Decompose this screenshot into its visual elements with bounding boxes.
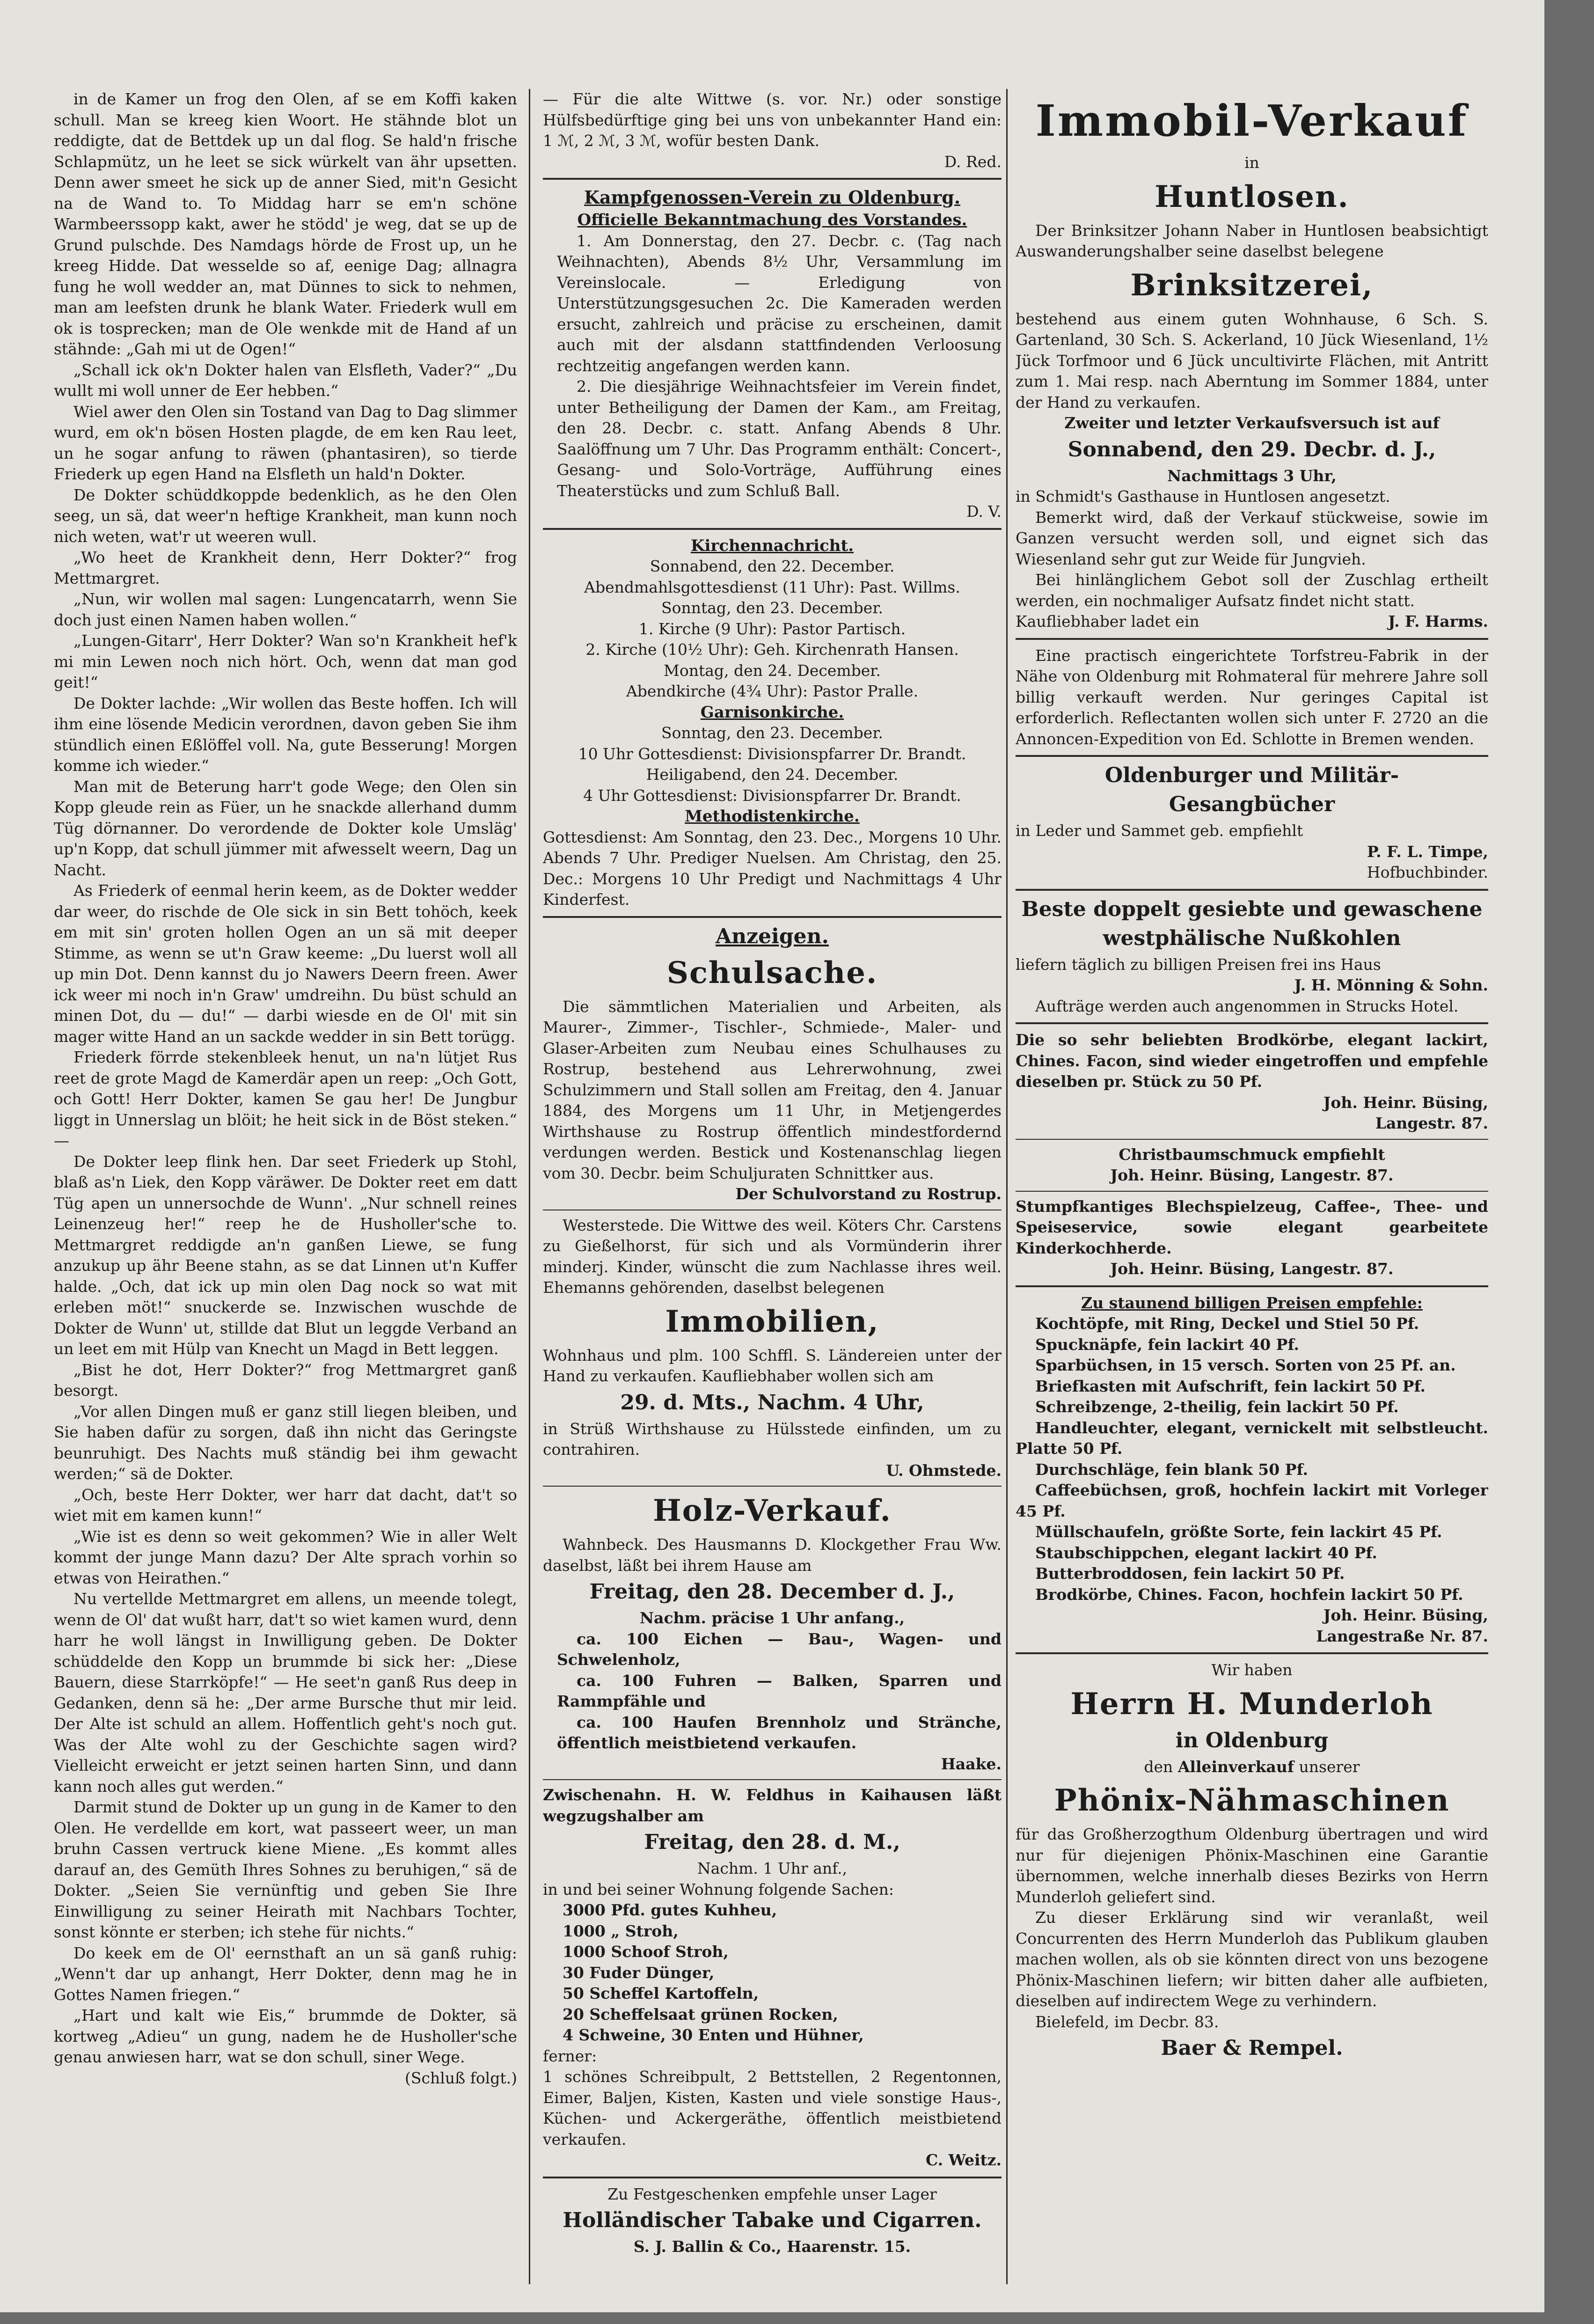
garnison-line: Sonntag, den 23. December. [661, 724, 883, 742]
zwischen-good: 4 Schweine, 30 Enten und Hühner, [563, 2026, 864, 2044]
phoenix-text: für das Großherzogthum Oldenburg übertragen und wird nur für diejenigen Phönix-Maschinen eine Garantie übernommen, welche innerhalb dieses Bezirks von Herrn Munderloh geliefert sind. [1016, 1825, 1488, 1906]
story-paragraph: Darmit stund de Dokter up un gung in de Kamer to den Olen. He verdellde em kort, wat passeert weer, un man bruhn Cassen vertruck kiene Miene. „Es kommt alles darauf an, des Gemüth Ihres Sohnes zu beruhigen,“ sä de Dokter. „Seien Sie vernünftig und geben Sie Ihre Einwilligung zu seiner Heirath mit Nachbars Tochter, sonst könnte er sterben; ich stehe für nichts.“ [54, 1798, 517, 1941]
ads-column [1016, 89, 1488, 2294]
phoenix-name: Herrn H. Munderloh [1070, 1686, 1433, 1722]
story-paragraph: De Dokter schüddkoppde bedenklich, as he den Olen seeg, un sä, dat weer'n heftige Krankheit, man kunn noch nich weten, wat'r ut weeren wull. [54, 485, 517, 546]
story-paragraph: De Dokter lachde: „Wir wollen das Beste hoffen. Ich will ihm eine lösende Medicin verordnen, davon geben Sie ihm stündlich einen Eßlöffel voll. Na, gute Besserung! Morgen komme ich wieder.“ [54, 694, 517, 775]
phoenix-signature: Baer & Rempel. [1161, 2036, 1343, 2060]
verein-item: 1. Am Donnerstag, den 27. Decbr. c. (Tag nach Weihnachten), Abends 8½ Uhr, Versammlung im Vereinslocale. — Erledigung von Unterstützungsgesuchen 2c. Die Kameraden werden ersucht, zahlreich und präcise zu erscheinen, damit auch mit der alsdann stattfindenden Verloosung rechtzeitig angefangen werden kann. [557, 231, 1002, 375]
zwischen-good: 30 Fuder Dünger, [563, 1963, 715, 1982]
divider [543, 528, 1002, 530]
brink-title: Brinksitzerei, [1130, 267, 1374, 303]
story-paragraph: in de Kamer un frog den Olen, af se em Koffi kaken schull. Man se kreeg kien Woort. He stähnde blot un reddigte, dat de Bettdek up un dal flog. Se hald'n frische Schlapmütz, un he leet se sick würkelt van ähr upsetten. Denn awer smeet he sick up de anner Sied, mit'n Gesicht na de Wand to. To Middag harr se em'n schöne Warmbeerssopp kakt, awer he stödd' je weg, dat se up de Grund pulschde. Des Namdags hörde de Frost up, un he kreeg Hidde. Dat wesselde so af, eenige Dag; allnagra fung he woll wedder an, mat Dünnes to sick to nehmen, man am leefsten drunk he blank Water. Friederk wull em ok is tosprecken; man de Ole wenkde mit de Hand af un stähnde: „Gah mi ut de Ogen!“ [54, 90, 517, 358]
garnison-line: 10 Uhr Gottesdienst: Divisionspfarrer Dr. Brandt. [578, 744, 966, 763]
schul-text: Die sämmtlichen Materialien und Arbeiten, als Maurer-, Zimmer-, Tischler-, Schmiede-, Maler- und Glaser-Arbeiten zum Neubau eines Schulhauses zu Rostrup, bestehend aus Lehrerwohnung, zwei Schulzimmern und Stall sollen am Freitag, den 4. Januar 1884, des Morgens um 11 Uhr, in Metjengerdes Wirthshause zu Rostrup öffentlich mindestfordernd verdungen werden. Bestick und Kostenanschlag liegen vom 30. Decbr. beim Schuljuraten Schnittker aus. [543, 997, 1002, 1182]
zwischen-time: Nachm. 1 Uhr anf., [697, 1859, 848, 1877]
story-paragraph: Friederk förrde stekenbleek henut, un na'n lütjet Rus reet de grote Magd de Kamerdär apen un reep: „Och Gott, och Gott! Herr Dokter, kamen Se gau her! De Jungbur liggt in Unnerslag un blöit; he heit sick in de Böst steken.“ — [54, 1048, 517, 1150]
kohlen-signature: J. H. Mönning & Sohn. [1294, 976, 1488, 994]
kirche-title: Kirchennachricht. [690, 536, 854, 555]
brink-signature: J. F. Harms. [1388, 612, 1488, 630]
immobilien-signature: U. Ohmstede. [886, 1461, 1002, 1480]
holz-title: Holz-Verkauf. [653, 1493, 892, 1528]
gesang-signature: P. F. L. Timpe, [1367, 842, 1488, 861]
stumpf-text: Stumpfkantiges Blechspielzeug, Caffee-, Thee- und Speiseservice, sowie elegant gearbeitete Kinderkochherde. [1016, 1197, 1488, 1257]
brink-place: in Schmidt's Gasthause in Huntlosen angesetzt. [1016, 487, 1390, 506]
garnison-title: Garnisonkirche. [700, 703, 844, 722]
method-text: Gottesdienst: Am Sonntag, den 23. Dec., Morgens 10 Uhr. Abends 7 Uhr. Prediger Nuelsen. Am Christag, den 25. Dec.: Morgens 10 Uhr Predigt und Nachmittags 4 Uhr Kinderfest. [543, 828, 1002, 909]
zwischen-good: 3000 Pfd. gutes Kuhheu, [563, 1901, 777, 1919]
immobil-text: Der Brinksitzer Johann Naber in Huntlosen beabsichtigt Auswanderungshalber seine daselbst belegene [1016, 221, 1488, 260]
gesang-title-2: Gesangbücher [1169, 792, 1335, 816]
brink-text: bestehend aus einem guten Wohnhause, 6 Sch. S. Gartenland, 30 Sch. S. Ackerland, 10 Jück Wiesenland, 1½ Jück Torfmoor und 6 Jück uncultivirte Flächen, mit Antritt zum 1. Mai resp. nach Aberntung im Sommer 1884, unter der Hand zu verkaufen. [1016, 309, 1488, 411]
kirche-line: Abendkirche (4¾ Uhr): Pastor Pralle. [626, 682, 919, 700]
zwischen-goods [543, 1900, 1002, 2046]
holz-time: Nachm. präcise 1 Uhr anfang., [639, 1609, 905, 1627]
verein-items [543, 231, 1002, 502]
zwischen-good: 1000 Schoof Stroh, [563, 1943, 729, 1961]
kirche-lines [543, 556, 1002, 702]
preise-item: Briefkasten mit Aufschrift, fein lackirt 50 Pf. [1035, 1377, 1426, 1395]
divider [543, 1486, 1002, 1487]
gesang-signature-2: Hofbuchbinder. [1367, 863, 1488, 881]
kirche-line: Sonntag, den 23. December. [661, 599, 883, 617]
story-paragraph: De Dokter leep flink hen. Dar seet Friederk up Stohl, blaß as'n Liek, den Kopp väräwer. De Dokter reet em datt Tüg apen un unnersochde de Wunn'. „Nur schnell reines Leinenzeug her!“ reep he de Husholler'sche to. Mettmargret reddigde an'n ganßen Liewe, se fung anzukup up ähr Beene stahn, as se dat Linnen ut'n Kuffer halde. „Och, dat ick up min olen Dag nock so wat mit erleben möt!“ snuckerde se. Inzwischen wuschde de Dokter de Wunn' ut, stillde dat Blut un leggde Verband an un leet em mit Hülp van Knecht un Magd in Bett leggen. [54, 1152, 517, 1358]
story-paragraph: „Hart und kalt wie Eis,“ brummde de Dokter, sä kortweg „Adieu“ un gung, nadem he de Husholler'sche genau anwiesen harr, wat se don schull, siner Wege. [54, 2006, 517, 2066]
divider [1016, 1285, 1488, 1287]
brink-text4: Bei hinlänglichem Gebot soll der Zuschlag ertheilt werden, ein nochmaliger Aufsatz findet nicht statt. [1016, 571, 1488, 610]
phoenix-allein-line [1016, 1757, 1488, 1778]
divider [1016, 1022, 1488, 1024]
phoenix-place: Bielefeld, im Decbr. 83. [1035, 2012, 1219, 2031]
holz-items [543, 1629, 1002, 1754]
schul-title: Schulsache. [666, 955, 878, 990]
zwischen-signature: C. Weitz. [925, 2151, 1002, 2169]
divider [543, 1779, 1002, 1780]
garnison-lines [543, 723, 1002, 806]
verein-subtitle: Officielle Bekanntmachung des Vorstandes. [577, 211, 967, 229]
garnison-line: 4 Uhr Gottesdienst: Divisionspfarrer Dr. Brandt. [583, 786, 961, 805]
kirche-line: Abendmahlsgottesdienst (11 Uhr): Past. Willms. [584, 578, 960, 596]
story-signoff: (Schluß folgt.) [405, 2068, 517, 2087]
christ-signature: Joh. Heinr. Büsing, Langestr. 87. [1110, 1166, 1394, 1184]
divider [543, 178, 1002, 180]
story-paragraph: „Och, beste Herr Dokter, wer harr dat dacht, dat't so wiet mit em kamen kunn!“ [54, 1485, 517, 1525]
divider [1016, 1652, 1488, 1654]
preise-item: Schreibzenge, 2-theilig, fein lackirt 50 Pf. [1035, 1398, 1399, 1416]
holz-item: ca. 100 Eichen — Bau-, Wagen- und Schwelenholz, [557, 1629, 1002, 1669]
anzeigen-title: Anzeigen. [716, 924, 829, 948]
preise-item: Butterbroddosen, fein lackirt 50 Pf. [1035, 1564, 1345, 1583]
story-paragraph: Wiel awer den Olen sin Tostand van Dag to Dag slimmer wurd, em ok'n bösen Hosten plagde, de em ken Rau leet, un he sogar anfung to räwen (phantasiren), so tierde Friederk up egen Hand na Elsfleth un hald'n Dokter. [54, 402, 517, 483]
kirche-line: Sonnabend, den 22. December. [650, 557, 895, 575]
gesang-text: in Leder und Sammet geb. empfiehlt [1016, 821, 1303, 840]
story-paragraph: „Wo heet de Krankheit denn, Herr Dokter?“ frog Mettmargret. [54, 548, 517, 587]
divider [543, 916, 1002, 918]
kohlen-title-2: westphälische Nußkohlen [1103, 926, 1401, 950]
zwischen-text: Zwischenahn. H. W. Feldhus in Kaihausen läßt wegzugshalber am [543, 1786, 1002, 1825]
brink-text2: Zweiter und letzter Verkaufsversuch ist auf [1064, 414, 1440, 432]
column-rule-2 [1006, 89, 1008, 2284]
story-paragraph: Man mit de Beterung harr't gode Wege; den Olen sin Kopp gleude rein as Füer, un he snackde allerhand dumm Tüg dörnanner. Do verordende de Dokter kole Umsläg' up'n Kopp, dat schull jümmer mit afwesselt weern, Dag un Nacht. [54, 777, 517, 879]
kirche-line: Montag, den 24. December. [664, 661, 881, 680]
preise-item: Kochtöpfe, mit Ring, Deckel und Stiel 50 Pf. [1035, 1314, 1419, 1333]
story-paragraph: Do keek em de Ol' eernsthaft an un sä ganß ruhig: „Wenn't dar up anhangt, Herr Dokter, denn mag he in Gottes Namen friegen.“ [54, 1943, 517, 2004]
zwischen-text2: in und bei seiner Wohnung folgende Sachen: [543, 1880, 894, 1899]
preise-item: Staubschippchen, elegant lackirt 40 Pf. [1035, 1543, 1377, 1562]
fest-line: Zu Festgeschenken empfehle unser Lager [607, 2185, 937, 2203]
preise-item: Müllschaufeln, größte Sorte, fein lackirt 45 Pf. [1035, 1523, 1442, 1541]
zwischen-good: 50 Scheffel Kartoffeln, [563, 1984, 759, 2002]
gesang-title-1: Oldenburger und Militär- [1104, 763, 1399, 787]
fest-title: Holländischer Tabake und Cigarren. [563, 2208, 982, 2232]
preise-item: Caffeebüchsen, groß, hochfein lackirt mit Vorleger 45 Pf. [1016, 1481, 1488, 1520]
zwischen-text3: 1 schönes Schreibpult, 2 Bettstellen, 2 Regentonnen, Eimer, Baljen, Kisten, Kasten und viele sonstige Haus-, Küchen- und Ackergeräthe, öffentlich meistbietend verkaufen. [543, 2067, 1002, 2148]
phoenix-den: den [1144, 1757, 1173, 1776]
verein-title: Kampfgenossen-Verein zu Oldenburg. [584, 187, 961, 208]
phoenix-title: Phönix-Nähmaschinen [1054, 1783, 1450, 1818]
torf-text: Eine practisch eingerichtete Torfstreu-Fabrik in der Nähe von Oldenburg mit Rohmateral für mehrere Jahre soll billig verkauft werden. Nur geringes Capital ist erforderlich. Reflectanten wollen sich unter F. 2720 an die Annoncen-Expedition von Ed. Schlotte in Bremen wenden. [1016, 646, 1488, 748]
immobil-in: in [1244, 154, 1259, 172]
notices-column [543, 89, 1002, 2294]
kohlen-text2: Aufträge werden auch angenommen in Strucks Hotel. [1035, 997, 1459, 1015]
brod-signature: Joh. Heinr. Büsing, [1323, 1093, 1488, 1112]
preise-item: Handleuchter, elegant, vernickelt mit selbstleucht. Platte 50 Pf. [1016, 1418, 1488, 1458]
schul-signature: Der Schulvorstand zu Rostrup. [735, 1185, 1002, 1203]
kirche-line: 2. Kirche (10½ Uhr): Geh. Kirchenrath Hansen. [585, 640, 959, 659]
immobil-title: Immobil-Verkauf [1035, 95, 1469, 146]
kohlen-text: liefern täglich zu billigen Preisen frei ins Haus [1016, 955, 1381, 974]
preise-item: Spucknäpfe, fein lackirt 40 Pf. [1035, 1335, 1299, 1354]
story-paragraph: Nu vertellde Mettmargret em allens, un meende tolegt, wenn de Ol' dat wußt harr, dat't so wiet kamen wurd, denn harr he woll längst in Inwilligung geben. De Dokter schüddelde den Kopp un brummde bi sick her: „Diese Bauern, diese Starrköpfe!“ — He seet'n ganß Rus deep in Gedanken, denn sä he: „Der arme Bursche thut mir leid. Der Alte ist schuld an allem. Hoffentlich geht's noch gut. Was der Alte wohl zu der Geschichte sagen wird? Vielleicht erweicht er jetzt seinen harten Sinn, und dann kann noch alles gut werden.“ [54, 1590, 517, 1796]
fest-signature: S. J. Ballin & Co., Haarenstr. 15. [633, 2237, 911, 2256]
holz-date: Freitag, den 28. December d. J., [589, 1580, 955, 1604]
donation-note: — Für die alte Wittwe (s. vor. Nr.) oder sonstige Hülfsbedürftige ging bei uns von unbekannter Hand ein: 1 ℳ, 2 ℳ, 3 ℳ, wofür besten Dank. [543, 90, 1002, 150]
garnison-line: Heiligabend, den 24. December. [646, 765, 899, 784]
preise-item: Brodkörbe, Chines. Facon, hochfein lackirt 50 Pf. [1035, 1585, 1463, 1604]
zwischen-good: 1000 „ Stroh, [563, 1921, 679, 1940]
divider [1016, 1139, 1488, 1140]
preise-signature: Joh. Heinr. Büsing, [1323, 1606, 1488, 1624]
story-paragraph: „Bist he dot, Herr Dokter?“ frog Mettmargret ganß besorgt. [54, 1360, 517, 1400]
holz-item: ca. 100 Fuhren — Balken, Sparren und Rammpfähle und [557, 1671, 1002, 1710]
divider [543, 2177, 1002, 2178]
story-paragraph: „Schall ick ok'n Dokter halen van Elsfleth, Vader?“ „Du wullt mi woll unner de Eer hebben.“ [54, 360, 517, 400]
verein-item: 2. Die diesjährige Weihnachtsfeier im Verein findet, unter Betheiligung der Damen der Kam., am Freitag, den 28. Decbr. c. statt. Anfang Abends 8 Uhr. Saalöffnung um 7 Uhr. Das Programm enthält: Concert-, Gesang- und Solo-Vorträge, Aufführung eines Theaterstücks und zum Schluß Ball. [557, 377, 1002, 500]
holz-item: ca. 100 Haufen Brennholz und Stränche, öffentlich meistbietend verkaufen. [557, 1713, 1002, 1752]
method-title: Methodistenkirche. [685, 807, 860, 826]
kohlen-title-1: Beste doppelt gesiebte und gewaschene [1021, 897, 1483, 921]
phoenix-text2: Zu dieser Erklärung sind wir veranlaßt, weil Concurrenten des Herrn Munderloh das Publikum glauben machen wollen, als ob sie könnten direct von uns bezogene Phönix-Maschinen liefern; wir bitten daher alle aufbieten, dieselben auf indirectem Wege zu verhindern. [1016, 1908, 1488, 2010]
divider [1016, 638, 1488, 640]
story-text [54, 89, 517, 2068]
christ-text: Christbaumschmuck empfiehlt [1119, 1145, 1385, 1164]
zwischen-ferner: ferner: [543, 2046, 597, 2065]
brod-text: Die so sehr beliebten Brodkörbe, elegant lackirt, Chines. Facon, sind wieder eingetroffen und empfehle dieselben pr. Stück zu 50 Pf. [1016, 1031, 1488, 1091]
zwischen-good: 20 Scheffelsaat grünen Rocken, [563, 2005, 838, 2023]
phoenix-pre: Wir haben [1211, 1661, 1293, 1679]
zwischen-date: Freitag, den 28. d. M., [644, 1830, 900, 1854]
story-paragraph: „Wie ist es denn so weit gekommen? Wie in aller Welt kommt der junge Mann dazu? Der Alte sprach vorhin so etwas von Heirathen.“ [54, 1527, 517, 1587]
preise-items [1016, 1313, 1488, 1605]
brod-signature-2: Langestr. 87. [1375, 1114, 1488, 1132]
immobil-place: Huntlosen. [1155, 179, 1349, 214]
kirche-line: 1. Kirche (9 Uhr): Pastor Partisch. [638, 619, 906, 638]
story-column [54, 89, 517, 2294]
preise-item: Sparbüchsen, in 15 versch. Sorten von 25 Pf. an. [1035, 1356, 1456, 1374]
holz-signature: Haake. [941, 1754, 1002, 1773]
holz-text: Wahnbeck. Des Hausmanns D. Klockgether Frau Ww. daselbst, läßt bei ihrem Hause am [543, 1535, 1002, 1575]
verein-signature: D. V. [966, 502, 1002, 521]
brink-signature-pre: Kaufliebhaber ladet ein [1016, 612, 1199, 630]
column-rule-1 [529, 89, 530, 2284]
brink-text3: Bemerkt wird, daß der Verkauf stückweise, sowie im Ganzen versucht werden soll, und eignet sich das Wiesenland sehr gut zur Weide für Jungvieh. [1016, 508, 1488, 568]
preise-signature-2: Langestraße Nr. 87. [1316, 1627, 1488, 1645]
divider [1016, 889, 1488, 891]
story-paragraph: As Friederk of eenmal herin keem, as de Dokter wedder dar weer, do rischde de Ole sick in sin Bett tohöch, keek em mit sin' groten hollen Ogen an un sä mit deeper Stimme, as wenn se ut'n Graw keeme: „Du luerst woll all up min Dot. Denn kannst du jo Nawers Deern freen. Awer ick weer mi noch in'n Graw' umdreihn. Du büst schuld an minen Dot, du — du!“ — darbi wiesde en de Ol' mit sin mager witte Hand an un sackde wedder in sin Bett torügg. [54, 881, 517, 1046]
brink-time: Nachmittags 3 Uhr, [1167, 466, 1337, 485]
immobilien-date: 29. d. Mts., Nachm. 4 Uhr, [620, 1390, 924, 1415]
brink-signature-row [1016, 611, 1488, 632]
divider [1016, 755, 1488, 757]
westerstede-text: Westerstede. Die Wittwe des weil. Köters Chr. Carstens zu Gießelhorst, für sich und als Vormünderin ihrer minderj. Kinder, wünscht die zum Nachlasse ihres weil. Ehemanns gehörenden, daselbst belegenen [543, 1216, 1002, 1297]
story-paragraph: „Nun, wir wollen mal sagen: Lungencatarrh, wenn Sie doch just einen Namen haben wollen.“ [54, 590, 517, 629]
immobilien-title: Immobilien, [665, 1304, 879, 1339]
brink-date: Sonnabend, den 29. Decbr. d. J., [1068, 437, 1436, 462]
preise-item: Durchschläge, fein blank 50 Pf. [1035, 1460, 1308, 1479]
divider [1016, 1191, 1488, 1192]
immobilien-text2: in Strüß Wirthshause zu Hülsstede einfinden, um zu contrahiren. [543, 1419, 1002, 1459]
donation-note-signature: D. Red. [944, 152, 1002, 171]
phoenix-city: in Oldenburg [1175, 1728, 1329, 1752]
story-paragraph: „Vor allen Dingen muß er ganz still liegen bleiben, und Sie haben dafür zu sorgen, daß ihn nicht das Geringste beunruhigt. Des Nachts muß ständig bei ihm gewacht werden;“ sä de Dokter. [54, 1402, 517, 1483]
preise-head: Zu staunend billigen Preisen empfehle: [1081, 1293, 1423, 1312]
phoenix-unserer: unserer [1299, 1757, 1360, 1776]
stumpf-signature: Joh. Heinr. Büsing, Langestr. 87. [1110, 1260, 1394, 1278]
immobilien-text: Wohnhaus und plm. 100 Schffl. S. Ländereien unter der Hand zu verkaufen. Kaufliebhaber wollen sich am [543, 1346, 1002, 1385]
story-paragraph: „Lungen-Gitarr', Herr Dokter? Wan so'n Krankheit hef'k mi min Lewen noch nich hört. Och, wenn dat man god geit!“ [54, 631, 517, 691]
phoenix-allein: Alleinverkauf [1177, 1757, 1294, 1776]
